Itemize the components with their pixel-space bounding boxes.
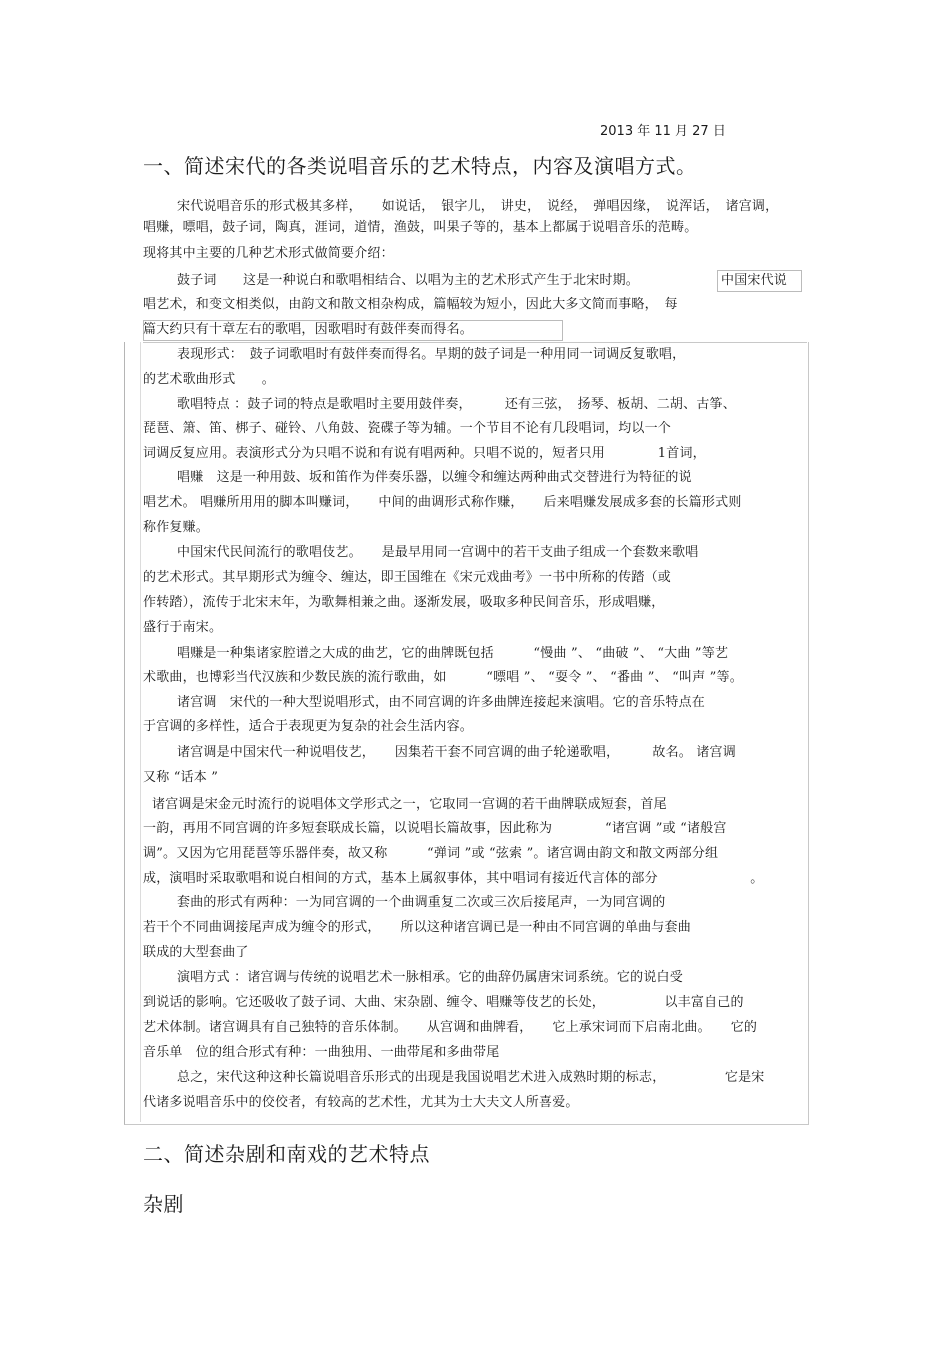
guzici-line: 鼓子词 这是一种说白和歌唱相结合、以唱为主的艺术形式产生于北宋时期。 (177, 273, 640, 288)
content-frame-top-border (143, 342, 807, 343)
body-line: 演唱方式 ：诸宫调与传统的说唱艺术一脉相承。它的曲辞仍属唐宋词系统。它的说白受 (177, 970, 683, 985)
body-line: 唱赚 这是一种用鼓、坂和笛作为伴奏乐器，以缠令和缠达两种曲式交替进行为特征的说 (177, 470, 692, 485)
body-line: 一韵，再用不同宫调的许多短套联成长篇，以说唱长篇故事，因此称为 “诸宫调 ”或 “诸般宫 (143, 821, 727, 836)
body-line: 盛行于南宋。 (143, 620, 223, 635)
body-line: 音乐单 位的组合形式有种：一曲独用、一曲带尾和多曲带尾 (143, 1045, 500, 1060)
section-heading-2: 二、简述杂剧和南戏的艺术特点 (143, 1142, 430, 1166)
document-date: 2013 年 11 月 27 日 (600, 124, 726, 139)
body-line: 唱赚是一种集诸家腔谱之大成的曲艺，它的曲牌既包括 “慢曲 ”、 “曲破 ”、 “大曲 ”等艺 (177, 646, 729, 661)
body-line: 成，演唱时采取歌唱和说白相间的方式，基本上属叙事体，其中唱词有接近代言体的部分 。 (143, 871, 764, 886)
body-line: 称作复赚。 (143, 520, 210, 535)
body-line: 诸宫调是中国宋代一种说唱伎艺， 因集若干套不同宫调的曲子轮递歌唱， 故名。 诸宫调 (177, 745, 736, 760)
body-line: 若干个不同曲调接尾声成为缠令的形式， 所以这种诸宫调已是一种由不同宫调的单曲与套曲 (143, 920, 691, 935)
body-line: 代诸多说唱音乐中的佼佼者，有较高的艺术性，尤其为士大夫文人所喜爱。 (143, 1095, 579, 1110)
body-line: 总之，宋代这种这种长篇说唱音乐形式的出现是我国说唱艺术进入成熟时期的标志， 它是宋 (177, 1070, 765, 1085)
body-line: 到说话的影响。它还吸收了鼓子词、大曲、宋杂剧、缠令、唱赚等伎艺的长处， 以丰富自己的 (143, 995, 744, 1010)
body-line: 词调反复应用。表演形式分为只唱不说和有说有唱两种。只唱不说的，短者只用 1首词， (143, 446, 706, 461)
guzici-line: 唱艺术，和变文相类似，由韵文和散文相杂构成，篇幅较为短小，因此大多文简而事略， 每 (143, 297, 678, 312)
guzici-line: 中国宋代说 (721, 273, 788, 288)
body-line: 的艺术歌曲形式 。 (143, 372, 276, 387)
content-frame-inner-border (140, 342, 141, 1122)
body-line: 套曲的形式有两种：一为同宫调的一个曲调重复二次或三次后接尾声，一为同宫调的 (177, 895, 666, 910)
body-line: 的艺术形式。其早期形式为缠令、缠达，即王国维在《宋元戏曲考》一书中所称的传踏（或 (143, 570, 672, 585)
body-line: 中国宋代民间流行的歌唱伎艺。 是最早用同一宫调中的若干支曲子组成一个套数来歌唱 (177, 545, 699, 560)
subsection-heading-zaju: 杂剧 (143, 1192, 184, 1216)
body-line: 又称 “话本 ” (143, 770, 219, 785)
body-line: 于宫调的多样性，适合于表现更为复杂的社会生活内容。 (143, 719, 474, 734)
body-line: 艺术体制。诸宫调具有自己独特的音乐体制。 从宫调和曲牌看， 它上承宋词而下启南北曲。 它的 (143, 1020, 758, 1035)
body-line: 唱艺术。 唱赚所用用的脚本叫赚词， 中间的曲调形式称作赚， 后来唱赚发展成多套的长篇形式则 (143, 495, 742, 510)
body-line: 调”。又因为它用琵琶等乐器伴奏，故又称 “弹词 ”或 “弦索 ”。诸宫调由韵文和散文两部分组 (143, 846, 719, 861)
body-line: 歌唱特点 ：鼓子词的特点是歌唱时主要用鼓伴奏， 还有三弦， 扬琴、板胡、二胡、古筝、 (177, 397, 736, 412)
body-line: 作转踏），流传于北宋末年，为歌舞相兼之曲。逐渐发展，吸取多种民间音乐，形成唱赚， (143, 595, 665, 610)
body-line: 诸宫调是宋金元时流行的说唱体文学形式之一，它取同一宫调的若干曲牌联成短套，首尾 (152, 797, 667, 812)
intro-line: 现将其中主要的几种艺术形式做简要介绍： (143, 246, 394, 261)
guzici-line: 篇大约只有十章左右的歌唱，因歌唱时有鼓伴奏而得名。 (143, 322, 474, 337)
intro-line: 宋代说唱音乐的形式极其多样， 如说话， 银字儿， 讲史， 说经， 弹唱因缘， 说浑话， 诸宫调， (177, 199, 779, 214)
intro-line: 唱赚，嘌唱，鼓子词，陶真，涯词，道情，渔鼓，叫果子等的，基本上都属于说唱音乐的范畴。 (143, 220, 698, 235)
section-heading-1: 一、简述宋代的各类说唱音乐的艺术特点，内容及演唱方式。 (143, 154, 697, 178)
body-line: 表现形式： 鼓子词歌唱时有鼓伴奏而得名。早期的鼓子词是一种用同一词调反复歌唱， (177, 347, 686, 362)
body-line: 术歌曲，也博彩当代汉族和少数民族的流行歌曲，如 “嘌唱 ”、 “耍令 ”、 “番曲 ”、 “叫声 ”等。 (143, 670, 743, 685)
body-line: 琵琶、箫、笛、梆子、碰铃、八角鼓、瓷碟子等为辅。一个节目不论有几段唱词，均以一个 (143, 421, 672, 436)
body-line: 联成的大型套曲了 (143, 945, 249, 960)
body-line: 诸宫调 宋代的一种大型说唱形式，由不同宫调的许多曲牌连接起来演唱。它的音乐特点在 (177, 695, 706, 710)
